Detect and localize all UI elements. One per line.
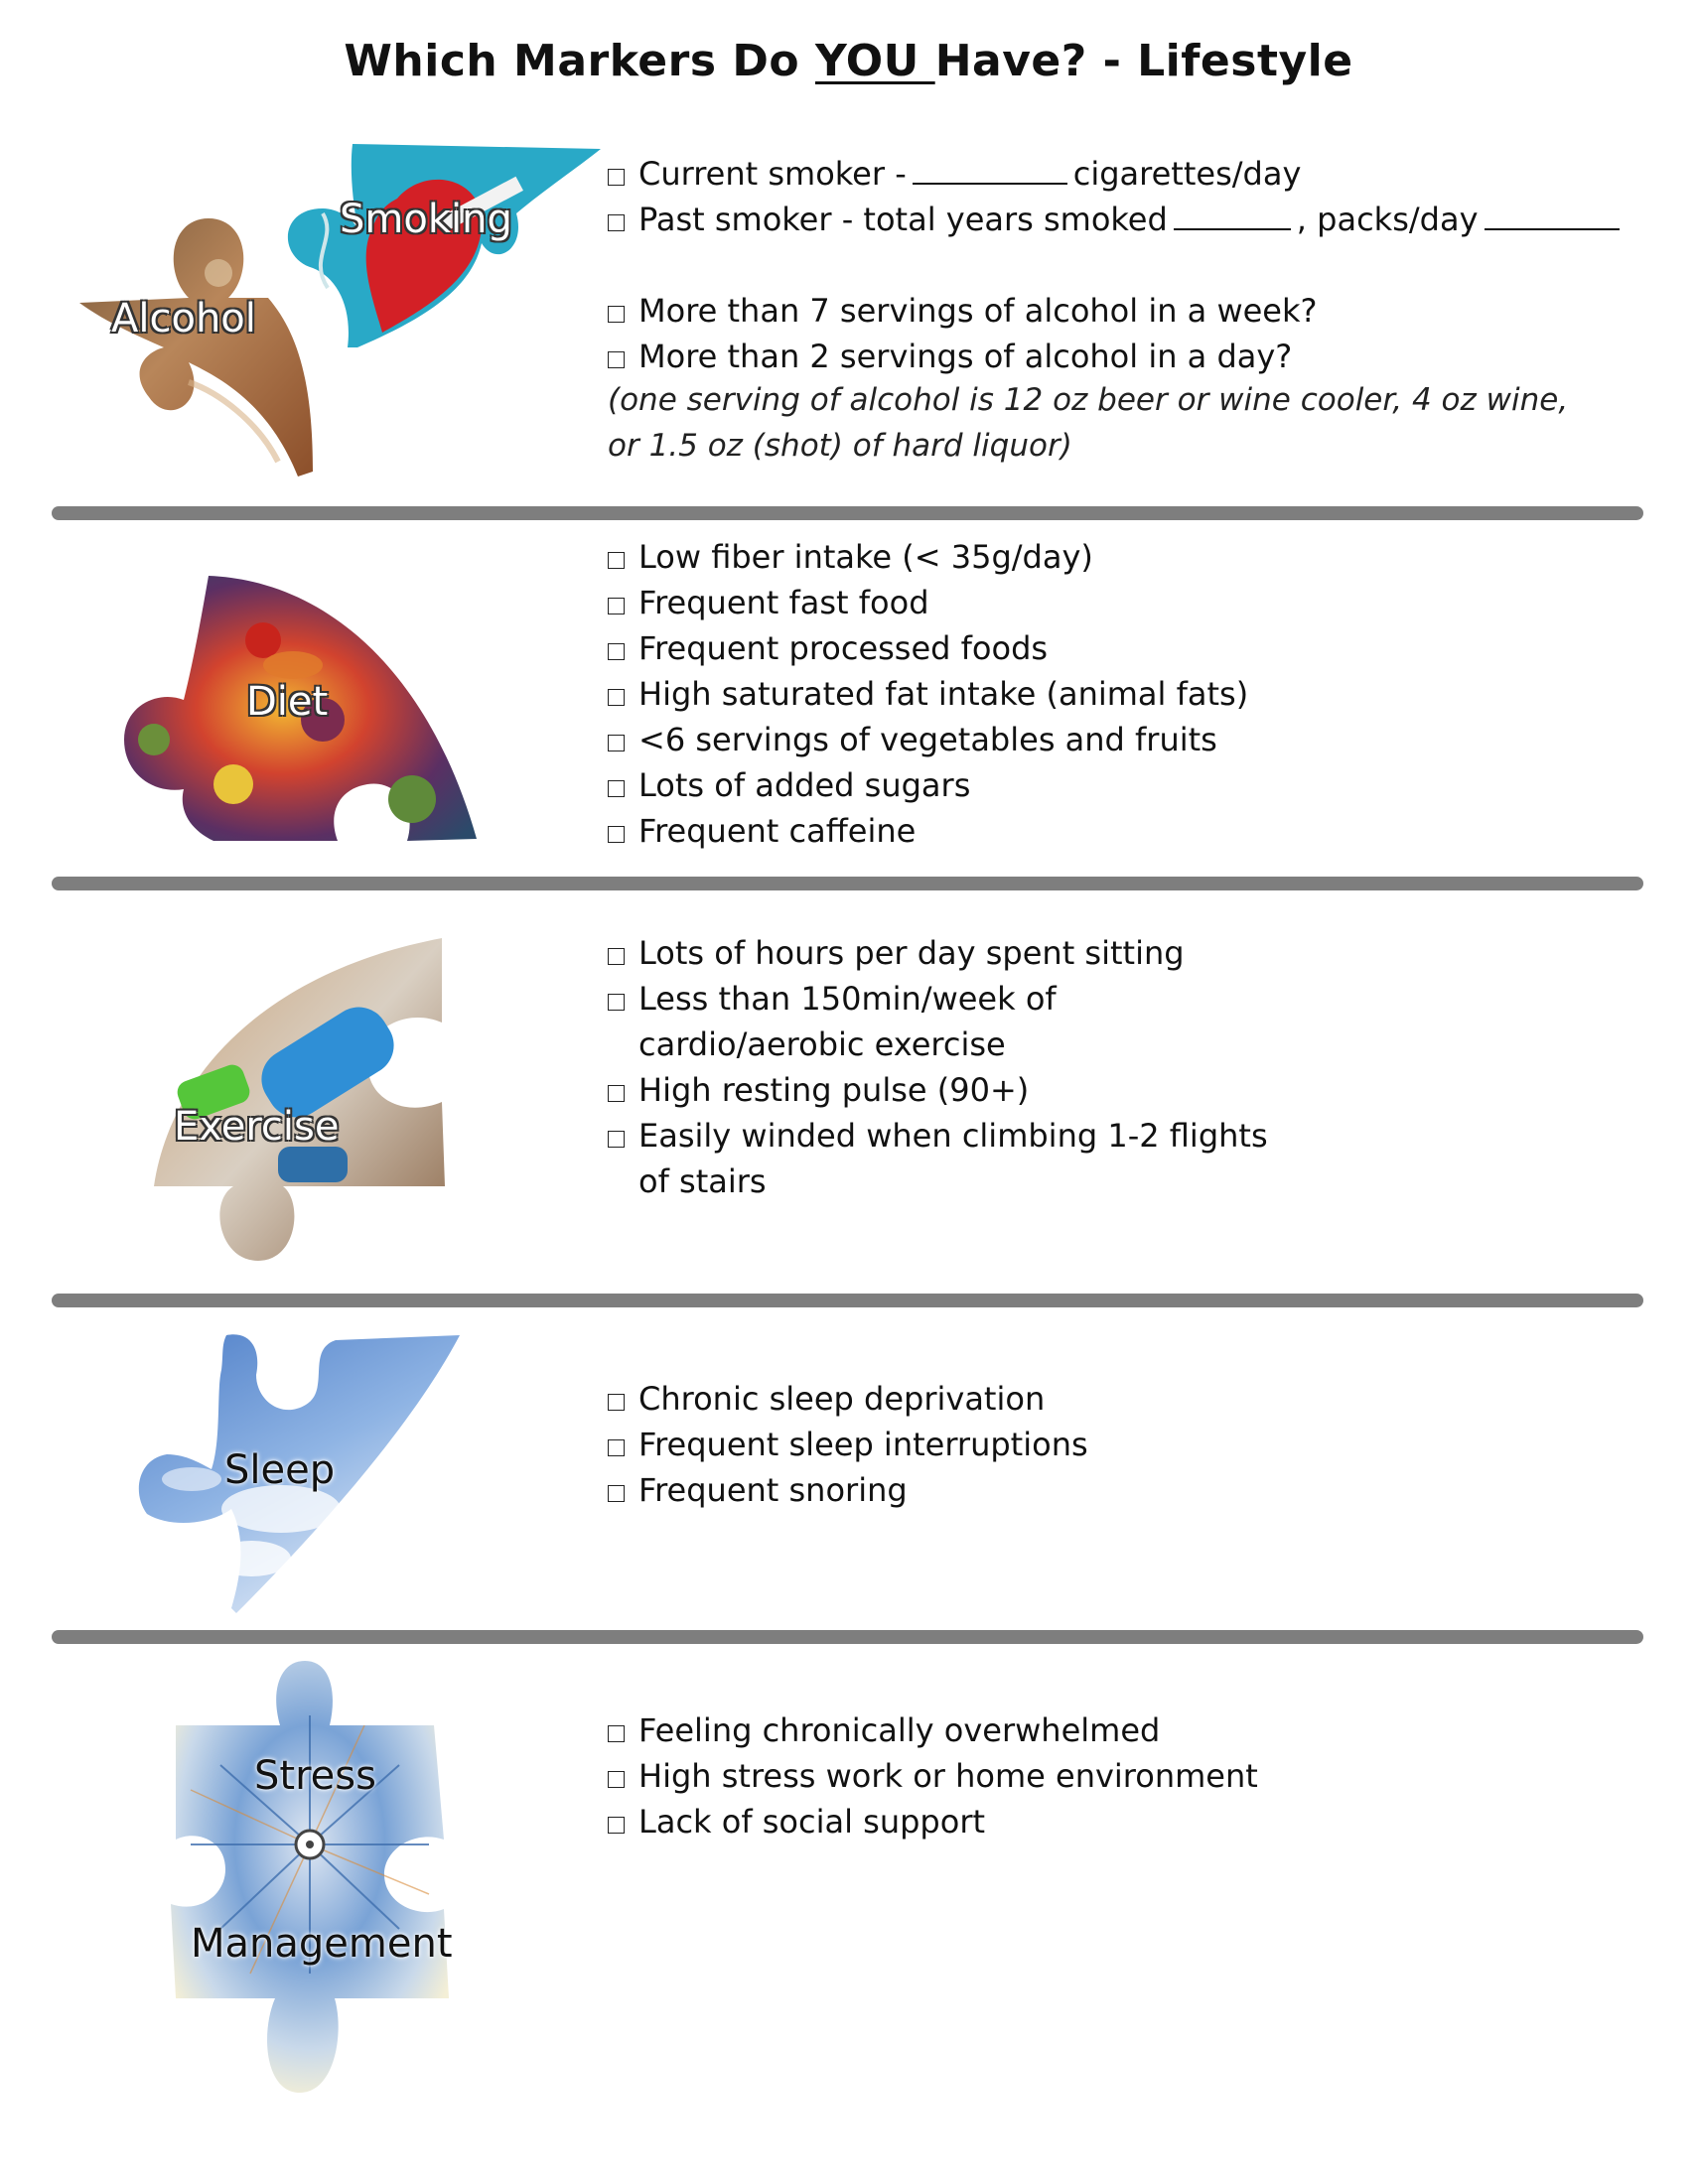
- checklist-item: Feeling chronically overwhelmed: [608, 1707, 1258, 1753]
- title-emphasis: YOU: [814, 36, 935, 86]
- checkbox[interactable]: [608, 826, 625, 843]
- checkbox[interactable]: [608, 1817, 625, 1834]
- section-divider: [52, 1630, 1643, 1644]
- cigarettes-blank[interactable]: [913, 155, 1067, 185]
- checkbox[interactable]: [608, 169, 625, 186]
- smoking-puzzle-label: Smoking: [340, 197, 512, 242]
- section-divider: [52, 506, 1643, 520]
- checklist-item: Chronic sleep deprivation: [608, 1376, 1088, 1422]
- checkbox[interactable]: [608, 1439, 625, 1456]
- checklist-item: Frequent sleep interruptions: [608, 1422, 1088, 1467]
- diet-checklist: [608, 534, 1248, 854]
- checklist-item: Frequent processed foods: [608, 625, 1248, 671]
- management-puzzle-label: Management: [191, 1921, 453, 1967]
- checklist-item: Frequent snoring: [608, 1467, 1088, 1513]
- title-prefix: Which Markers Do: [344, 36, 815, 86]
- exercise-puzzle-piece: [149, 933, 447, 1266]
- checkbox[interactable]: [608, 1085, 625, 1102]
- checklist-item: Lots of added sugars: [608, 762, 1248, 808]
- checklist-item-continuation: of stairs: [638, 1162, 767, 1200]
- alcohol-puzzle-label: Alcohol: [111, 296, 256, 341]
- checklist-item: More than 7 servings of alcohol in a week?: [608, 288, 1626, 334]
- smoking-alcohol-checklist: [608, 151, 1626, 379]
- checkbox[interactable]: [608, 780, 625, 797]
- sleep-checklist: [608, 1376, 1088, 1513]
- page-title: [0, 36, 1697, 86]
- title-suffix: Have? - Lifestyle: [934, 36, 1353, 86]
- checklist-item: High resting pulse (90+): [608, 1067, 1268, 1113]
- checklist-item: Low fiber intake (< 35g/day): [608, 534, 1248, 580]
- checklist-item: Lack of social support: [608, 1799, 1258, 1844]
- packs-per-day-blank[interactable]: [1485, 201, 1620, 230]
- stress-puzzle-label: Stress: [254, 1753, 376, 1799]
- checklist-item: Frequent caffeine: [608, 808, 1248, 854]
- checklist-item: Frequent fast food: [608, 580, 1248, 625]
- checklist-item: Past smoker - total years smoked , packs/day: [608, 197, 1626, 242]
- exercise-checklist: [608, 930, 1268, 1204]
- years-smoked-blank[interactable]: [1174, 201, 1291, 230]
- checkbox[interactable]: [608, 1725, 625, 1742]
- checkbox[interactable]: [608, 351, 625, 368]
- checkbox[interactable]: [608, 1771, 625, 1788]
- checkbox[interactable]: [608, 1131, 625, 1148]
- alcohol-serving-note-line2: or 1.5 oz (shot) of hard liquor): [608, 428, 1072, 464]
- section-divider: [52, 877, 1643, 890]
- checkbox[interactable]: [608, 598, 625, 614]
- checkbox[interactable]: [608, 948, 625, 965]
- checkbox[interactable]: [608, 643, 625, 660]
- checklist-item-continuation: cardio/aerobic exercise: [638, 1025, 1006, 1063]
- alcohol-serving-note-line1: (one serving of alcohol is 12 oz beer or wine cooler, 4 oz wine,: [608, 382, 1569, 418]
- checkbox[interactable]: [608, 306, 625, 323]
- checkbox[interactable]: [608, 1485, 625, 1502]
- checklist-item: Easily winded when climbing 1-2 flights: [608, 1113, 1268, 1159]
- checkbox[interactable]: [608, 689, 625, 706]
- checklist-item: High saturated fat intake (animal fats): [608, 671, 1248, 717]
- checklist-item: Lots of hours per day spent sitting: [608, 930, 1268, 976]
- checklist-item: <6 servings of vegetables and fruits: [608, 717, 1248, 762]
- checklist-item: Less than 150min/week of: [608, 976, 1268, 1022]
- checkbox[interactable]: [608, 994, 625, 1011]
- checkbox[interactable]: [608, 214, 625, 231]
- checkbox[interactable]: [608, 735, 625, 751]
- spacer: [608, 242, 1626, 288]
- checklist-item: Current smoker - cigarettes/day: [608, 151, 1626, 197]
- checklist-item: More than 2 servings of alcohol in a day?: [608, 334, 1626, 379]
- stress-management-puzzle-piece: [171, 1656, 449, 2098]
- checkbox[interactable]: [608, 552, 625, 569]
- sleep-puzzle-label: Sleep: [224, 1447, 336, 1493]
- checkbox[interactable]: [608, 1394, 625, 1411]
- section-divider: [52, 1294, 1643, 1307]
- checklist-item: High stress work or home environment: [608, 1753, 1258, 1799]
- diet-puzzle-label: Diet: [246, 679, 329, 725]
- stress-checklist: [608, 1707, 1258, 1844]
- exercise-puzzle-label: Exercise: [174, 1104, 340, 1150]
- smoking-puzzle-piece: [278, 139, 606, 352]
